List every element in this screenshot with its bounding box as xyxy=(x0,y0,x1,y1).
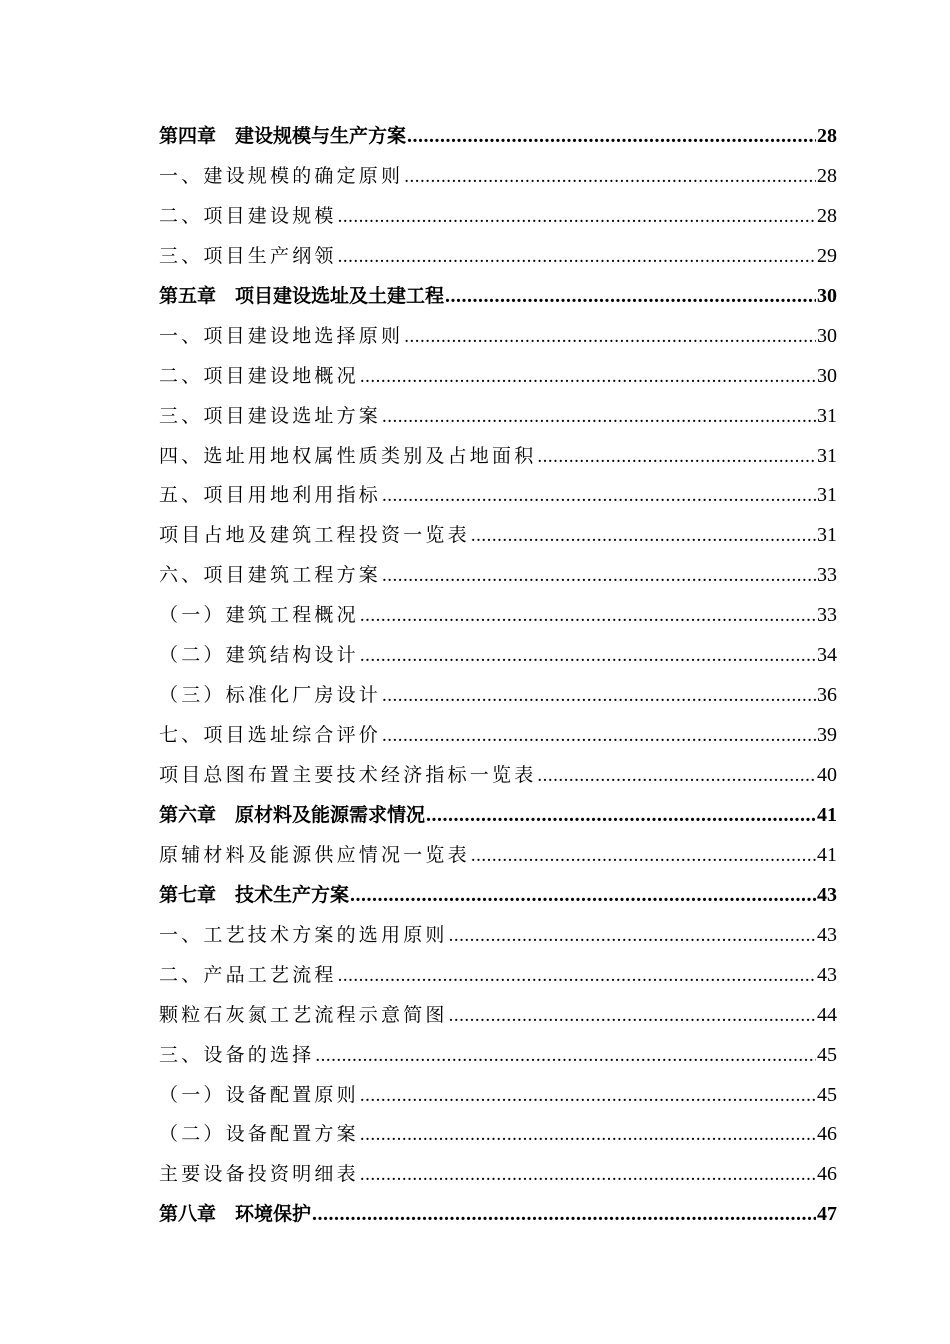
toc-dot-leader xyxy=(360,1076,816,1116)
toc-dot-leader xyxy=(312,1195,816,1235)
toc-dot-leader xyxy=(338,197,816,237)
toc-dot-leader xyxy=(350,876,816,916)
toc-entry-title: 二、产品工艺流程 xyxy=(159,963,337,986)
toc-section-entry[interactable] xyxy=(159,596,837,636)
toc-entry-title: 四、选址用地权属性质类别及占地面积 xyxy=(159,444,537,467)
toc-page-number: 30 xyxy=(817,324,837,347)
toc-entry-title: 二、项目建设地概况 xyxy=(159,364,359,387)
toc-entry-title: （一）建筑工程概况 xyxy=(159,604,359,627)
toc-page-number: 30 xyxy=(817,284,837,307)
toc-dot-leader xyxy=(471,516,816,556)
table-of-contents xyxy=(159,117,837,1235)
toc-entry-title: （一）设备配置原则 xyxy=(159,1083,359,1106)
toc-entry-title: 项目占地及建筑工程投资一览表 xyxy=(159,524,470,547)
toc-section-entry[interactable] xyxy=(159,1036,837,1076)
toc-chapter-entry[interactable] xyxy=(159,1195,837,1235)
toc-section-entry[interactable] xyxy=(159,916,837,956)
toc-page-number: 29 xyxy=(817,244,837,267)
toc-page-number: 40 xyxy=(817,764,837,786)
toc-page-number: 31 xyxy=(817,404,837,427)
toc-entry-title: 三、设备的选择 xyxy=(159,1043,315,1066)
toc-entry-title: 项目总图布置主要技术经济指标一览表 xyxy=(159,764,537,786)
toc-page-number: 41 xyxy=(817,803,837,826)
toc-dot-leader xyxy=(382,676,816,716)
toc-entry-title: （二）设备配置方案 xyxy=(159,1123,359,1146)
toc-entry-title: 第七章 技术生产方案 xyxy=(159,883,350,906)
toc-page-number: 43 xyxy=(817,923,837,946)
toc-section-entry[interactable] xyxy=(159,716,837,756)
toc-dot-leader xyxy=(382,556,816,596)
toc-section-entry[interactable] xyxy=(159,676,837,716)
toc-section-entry[interactable] xyxy=(159,397,837,437)
toc-page-number: 46 xyxy=(817,1163,837,1186)
toc-dot-leader xyxy=(338,956,816,996)
toc-page-number: 43 xyxy=(817,883,837,906)
toc-dot-leader xyxy=(338,237,816,277)
toc-section-entry[interactable] xyxy=(159,1115,837,1155)
toc-page-number: 47 xyxy=(817,1203,837,1226)
toc-section-entry[interactable] xyxy=(159,1076,837,1116)
toc-page-number: 45 xyxy=(817,1083,837,1106)
toc-page-number: 46 xyxy=(817,1123,837,1146)
toc-entry-title: 三、项目生产纲领 xyxy=(159,244,337,267)
toc-section-entry[interactable] xyxy=(159,836,837,876)
toc-section-entry[interactable] xyxy=(159,556,837,596)
toc-chapter-entry[interactable] xyxy=(159,277,837,317)
toc-dot-leader xyxy=(537,756,816,796)
toc-entry-title: （二）建筑结构设计 xyxy=(159,644,359,667)
toc-dot-leader xyxy=(426,796,816,836)
toc-page-number: 31 xyxy=(817,484,837,507)
toc-page-number: 34 xyxy=(817,644,837,667)
toc-chapter-entry[interactable] xyxy=(159,876,837,916)
toc-dot-leader xyxy=(360,596,816,636)
toc-page-number: 28 xyxy=(817,125,837,147)
toc-page-number: 45 xyxy=(817,1043,837,1066)
toc-dot-leader xyxy=(471,836,816,876)
toc-dot-leader xyxy=(404,157,816,197)
toc-entry-title: 第六章 原材料及能源需求情况 xyxy=(159,803,426,826)
toc-dot-leader xyxy=(315,1036,816,1076)
toc-section-entry[interactable] xyxy=(159,996,837,1036)
toc-entry-title: 六、项目建筑工程方案 xyxy=(159,564,382,587)
toc-dot-leader xyxy=(445,277,816,317)
toc-entry-title: 七、项目选址综合评价 xyxy=(159,724,382,747)
toc-dot-leader xyxy=(404,317,816,357)
toc-dot-leader xyxy=(382,397,816,437)
toc-section-entry[interactable] xyxy=(159,317,837,357)
toc-entry-title: 颗粒石灰氮工艺流程示意简图 xyxy=(159,1003,448,1026)
toc-page-number: 30 xyxy=(817,364,837,387)
toc-dot-leader xyxy=(382,716,816,756)
toc-dot-leader xyxy=(407,117,816,157)
toc-section-entry[interactable] xyxy=(159,516,837,556)
toc-dot-leader xyxy=(449,916,816,956)
toc-chapter-entry[interactable] xyxy=(159,796,837,836)
toc-entry-title: 五、项目用地利用指标 xyxy=(159,484,382,507)
toc-dot-leader xyxy=(382,476,816,516)
toc-section-entry[interactable] xyxy=(159,237,837,277)
toc-entry-title: 主要设备投资明细表 xyxy=(159,1163,359,1186)
toc-page-number: 36 xyxy=(817,684,837,707)
toc-chapter-entry[interactable] xyxy=(159,117,837,157)
toc-section-entry[interactable] xyxy=(159,157,837,197)
toc-section-entry[interactable] xyxy=(159,756,837,796)
toc-dot-leader xyxy=(360,1155,816,1195)
toc-section-entry[interactable] xyxy=(159,437,837,477)
toc-page-number: 28 xyxy=(817,204,837,227)
toc-page-number: 31 xyxy=(817,444,837,467)
toc-entry-title: 第四章 建设规模与生产方案 xyxy=(159,125,407,147)
toc-section-entry[interactable] xyxy=(159,476,837,516)
toc-page-number: 33 xyxy=(817,604,837,627)
toc-entry-title: 二、项目建设规模 xyxy=(159,204,337,227)
toc-page-number: 41 xyxy=(817,843,837,866)
toc-page-number: 44 xyxy=(817,1003,837,1026)
toc-entry-title: （三）标准化厂房设计 xyxy=(159,684,382,707)
toc-dot-leader xyxy=(360,1115,816,1155)
toc-entry-title: 第八章 环境保护 xyxy=(159,1203,312,1226)
toc-entry-title: 原辅材料及能源供应情况一览表 xyxy=(159,843,470,866)
toc-page-number: 31 xyxy=(817,524,837,547)
toc-page-number: 43 xyxy=(817,963,837,986)
toc-section-entry[interactable] xyxy=(159,1155,837,1195)
toc-dot-leader xyxy=(449,996,816,1036)
toc-section-entry[interactable] xyxy=(159,636,837,676)
toc-dot-leader xyxy=(360,636,816,676)
toc-page-number: 39 xyxy=(817,724,837,747)
toc-entry-title: 一、项目建设地选择原则 xyxy=(159,324,404,347)
toc-dot-leader xyxy=(360,357,816,397)
toc-entry-title: 三、项目建设选址方案 xyxy=(159,404,382,427)
toc-page-number: 28 xyxy=(817,164,837,187)
toc-section-entry[interactable] xyxy=(159,197,837,237)
toc-entry-title: 第五章 项目建设选址及土建工程 xyxy=(159,284,445,307)
toc-entry-title: 一、工艺技术方案的选用原则 xyxy=(159,923,448,946)
toc-entry-title: 一、建设规模的确定原则 xyxy=(159,164,404,187)
toc-section-entry[interactable] xyxy=(159,357,837,397)
toc-dot-leader xyxy=(537,437,816,477)
toc-section-entry[interactable] xyxy=(159,956,837,996)
toc-page-number: 33 xyxy=(817,564,837,587)
